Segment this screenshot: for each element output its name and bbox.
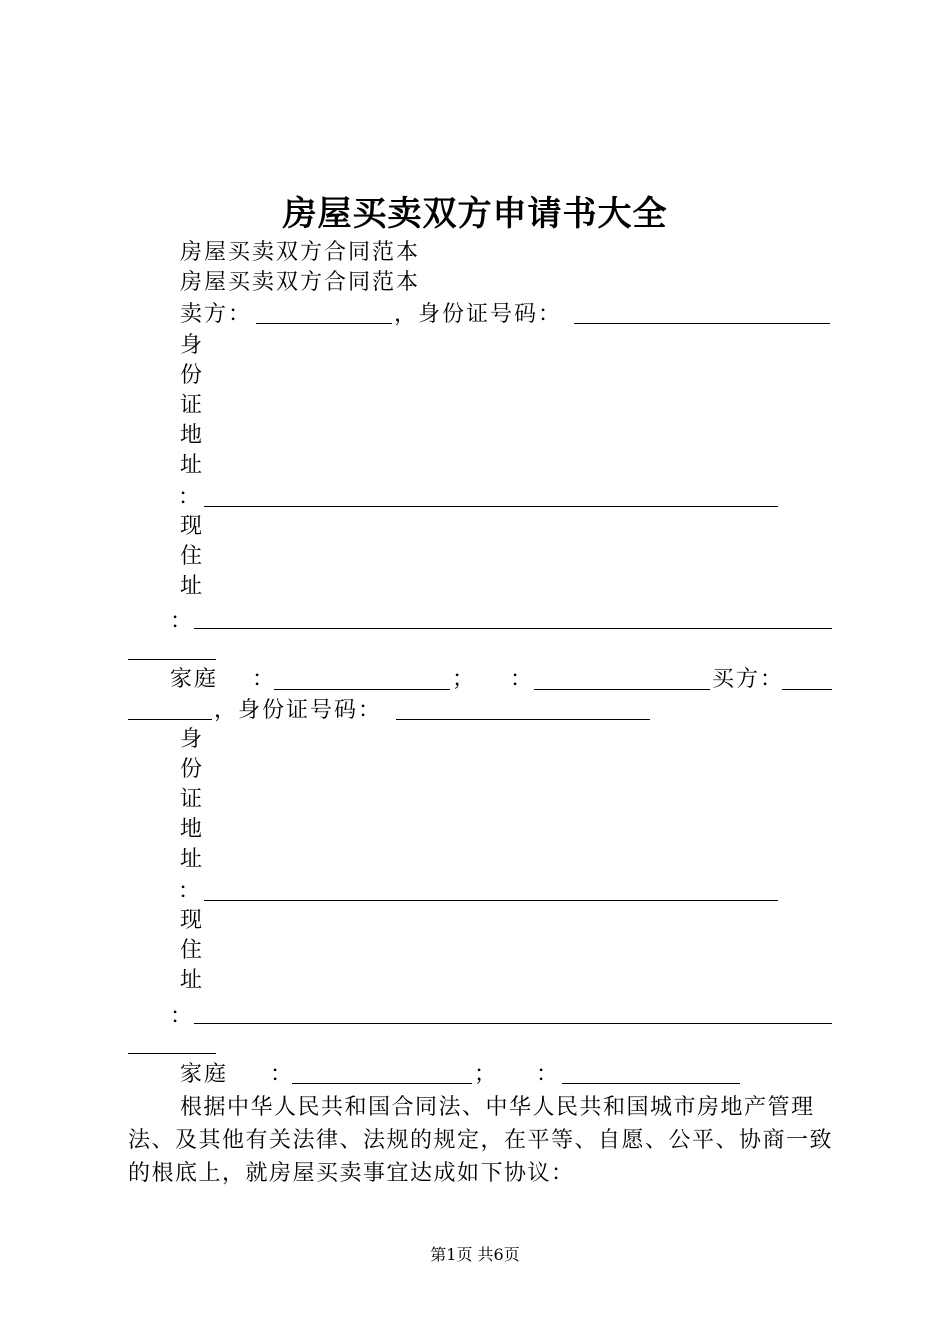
buyer-id-address-blank[interactable]	[204, 900, 778, 901]
buyer-current-address-colon: ：	[170, 1004, 193, 1029]
subtitle-line-1: 房屋买卖双方合同范本	[180, 240, 421, 265]
buyer-id-address-char: 证	[180, 787, 203, 812]
seller-current-address-blank[interactable]	[194, 628, 832, 629]
seller-id-address-blank[interactable]	[204, 506, 778, 507]
buyer-home-blank-1[interactable]	[292, 1083, 472, 1084]
buyer-current-address-char: 址	[180, 968, 203, 993]
seller-name-blank[interactable]	[256, 323, 392, 324]
buyer-name-blank[interactable]	[782, 689, 832, 690]
seller-home-semicolon: ；	[452, 667, 477, 692]
buyer-home-blank-2[interactable]	[562, 1083, 740, 1084]
seller-home-colon-1: ：	[252, 667, 277, 692]
seller-current-address-char: 现	[180, 514, 203, 539]
buyer-id-address-char: 身	[180, 727, 203, 752]
seller-current-address-char: 址	[180, 574, 203, 599]
seller-id-address-char: 地	[180, 423, 203, 448]
seller-home-colon-2: ：	[510, 667, 535, 692]
seller-current-address-colon: ：	[170, 609, 193, 634]
buyer-id-number-blank[interactable]	[396, 719, 650, 720]
seller-id-address-char: 证	[180, 393, 203, 418]
buyer-current-address-char: 住	[180, 938, 203, 963]
buyer-current-address-blank-cont[interactable]	[128, 1053, 216, 1054]
document-title: 房屋买卖双方申请书大全	[282, 194, 668, 234]
seller-current-address-blank-cont[interactable]	[128, 659, 216, 660]
buyer-id-address-char: 份	[180, 757, 203, 782]
seller-home-label: 家庭	[170, 667, 219, 692]
buyer-home-colon-1: ：	[270, 1062, 295, 1087]
seller-id-address-char: 身	[180, 333, 203, 358]
seller-id-address-char: 份	[180, 363, 203, 388]
buyer-name-blank-cont[interactable]	[128, 719, 212, 720]
agreement-paragraph: 根据中华人民共和国合同法、中华人民共和国城市房地产管理法、及其他有关法律、法规的规定，在平等、自愿、公平、协商一致的根底上，就房屋买卖事宜达成如下协议：	[128, 1095, 834, 1186]
buyer-home-colon-2: ：	[536, 1062, 561, 1087]
seller-id-address-colon: ：	[178, 485, 201, 510]
buyer-id-address-colon: ：	[178, 879, 201, 904]
seller-id-number-label: ，身份证号码：	[394, 302, 563, 327]
seller-current-address-char: 住	[180, 544, 203, 569]
seller-id-number-blank[interactable]	[574, 323, 830, 324]
buyer-home-semicolon: ；	[474, 1062, 499, 1087]
buyer-id-address-char: 址	[180, 847, 203, 872]
buyer-id-number-label: ，身份证号码：	[214, 698, 383, 723]
buyer-id-address-char: 地	[180, 817, 203, 842]
seller-label: 卖方：	[180, 302, 253, 327]
seller-home-blank-2[interactable]	[534, 689, 710, 690]
page-footer: 第1页 共6页	[430, 1245, 520, 1264]
seller-line	[180, 300, 252, 330]
buyer-label: 买方：	[712, 667, 785, 692]
seller-home-blank-1[interactable]	[274, 689, 450, 690]
buyer-current-address-char: 现	[180, 908, 203, 933]
buyer-current-address-blank[interactable]	[194, 1023, 832, 1024]
seller-id-address-char: 址	[180, 453, 203, 478]
subtitle-line-2: 房屋买卖双方合同范本	[180, 270, 421, 295]
buyer-home-label: 家庭	[180, 1062, 229, 1087]
